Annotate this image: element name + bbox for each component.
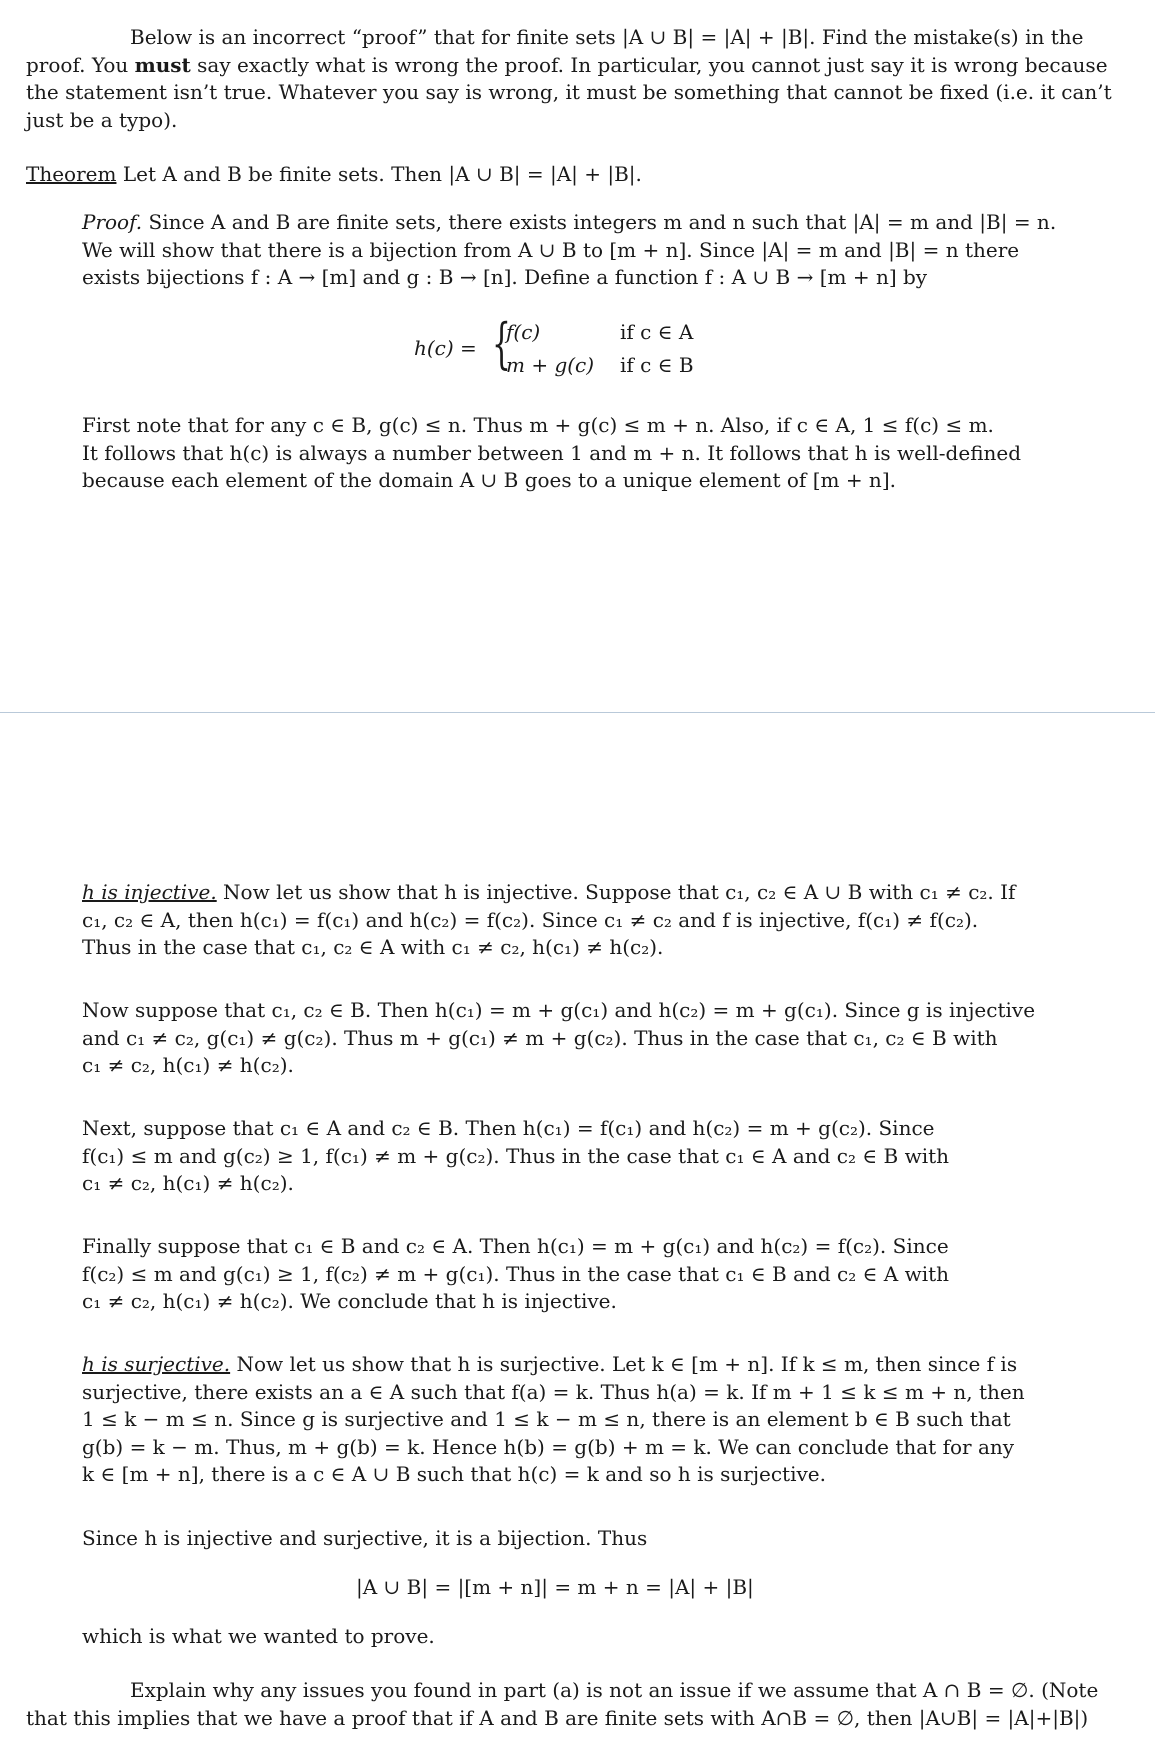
- injective-paragraph-3: Next, suppose that c₁ ∈ A and c₂ ∈ B. Then h(c₁) = f(c₁) and h(c₂) = m + g(c₂). Since f(c₁) ≤ m and g(c₂) ≥ 1, f(c₁) ≠ m + g(c₂). Thus in the case that c₁ ∈ A and c₂ ∈ B with c₁ ≠ c₂, h(c₁) ≠ h(c₂).: [82, 1116, 950, 1195]
- case1-condition: if c ∈ A: [620, 320, 694, 344]
- case2-value: m + g(c): [506, 353, 595, 377]
- piecewise-lhs: h(c) =: [414, 336, 477, 360]
- injective-heading: h is injective.: [82, 880, 217, 904]
- case2-condition: if c ∈ B: [620, 353, 694, 377]
- case1-value: f(c): [506, 320, 541, 344]
- theorem-text: Let A and B be finite sets. Then |A ∪ B| = |A| + |B|.: [116, 162, 642, 186]
- theorem-label: Theorem: [26, 162, 117, 186]
- intro-line: the statement isn’t true. Whatever you say is wrong, it must be something that cannot be fixed (i.e. it can’t: [26, 80, 1112, 104]
- proof-intro: Proof. Since A and B are finite sets, there exists integers m and n such that |A| = m and |B| = n. We will show that there is a bijection from A ∪ B to [m + n]. Since |A| = m and |B| = n there exists bijections f : A → [m] and g : B → [n]. Define a function f : A ∪ B → [m + n] by: [82, 209, 1056, 292]
- surjective-paragraph: h is surjective. Now let us show that h is surjective. Let k ∈ [m + n]. If k ≤ m, then since f is surjective, there exists an a ∈ A such that f(a) = k. Thus h(a) = k. If m + 1 ≤ k ≤ m + n, then 1 ≤ k − m ≤ n. Since g is surjective and 1 ≤ k − m ≤ n, there is an element b ∈ B such that g(b) = k − m. Thus, m + g(b) = k. Hence h(b) = g(b) + m = k. We can conclude that for any k ∈ [m + n], there is a c ∈ A ∪ B such that h(c) = k and so h is surjective.: [82, 1352, 1025, 1486]
- well-defined-paragraph: First note that for any c ∈ B, g(c) ≤ n. Thus m + g(c) ≤ m + n. Also, if c ∈ A, 1 ≤ f(c) ≤ m. It follows that h(c) is always a number between 1 and m + n. It follows that h is well-defined because each element of the domain A ∪ B goes to a unique element of [m + n].: [82, 413, 1022, 492]
- intro-line: Below is an incorrect “proof” that for finite sets |A ∪ B| = |A| + |B|. Find the mistake(s) in the: [130, 25, 1084, 49]
- proof-line: exists bijections f : A → [m] and g : B → [n]. Define a function f : A ∪ B → [m + n] by: [82, 265, 928, 289]
- conclusion-line: Since h is injective and surjective, it is a bijection. Thus: [82, 1526, 648, 1550]
- injective-paragraph-1: h is injective. Now let us show that h is injective. Suppose that c₁, c₂ ∈ A ∪ B with c₁ ≠ c₂. If c₁, c₂ ∈ A, then h(c₁) = f(c₁) and h(c₂) = f(c₂). Since c₁ ≠ c₂ and f is injective, f(c₁) ≠ f(c₂). Thus in the case that c₁, c₂ ∈ A with c₁ ≠ c₂, h(c₁) ≠ h(c₂).: [82, 880, 1016, 959]
- theorem-statement: [26, 161, 642, 189]
- proof-label: Proof.: [82, 210, 143, 234]
- surjective-heading: h is surjective.: [82, 1352, 231, 1376]
- injective-paragraph-4: Finally suppose that c₁ ∈ B and c₂ ∈ A. Then h(c₁) = m + g(c₁) and h(c₂) = f(c₂). Since f(c₂) ≤ m and g(c₁) ≥ 1, f(c₂) ≠ m + g(c₁). Thus in the case that c₁ ∈ B and c₂ ∈ A with c₁ ≠ c₂, h(c₁) ≠ h(c₂). We conclude that h is injective.: [82, 1234, 950, 1313]
- piecewise-brace: {: [492, 312, 511, 375]
- part-b-paragraph: Explain why any issues you found in part (a) is not an issue if we assume that A ∩ B = ∅. (Note that this implies that we have a proof that if A and B are finite sets with A∩B = ∅, then |A∪B| = |A|+|B|): [26, 1678, 1099, 1730]
- conclusion-after: which is what we wanted to prove.: [82, 1624, 435, 1648]
- intro-line: just be a typo).: [26, 107, 178, 132]
- injective-paragraph-2: Now suppose that c₁, c₂ ∈ B. Then h(c₁) = m + g(c₁) and h(c₂) = m + g(c₁). Since g is injective and c₁ ≠ c₂, g(c₁) ≠ g(c₂). Thus m + g(c₁) ≠ m + g(c₂). Thus in the case that c₁, c₂ ∈ B with c₁ ≠ c₂, h(c₁) ≠ h(c₂).: [82, 998, 1036, 1077]
- conclusion-equation: |A ∪ B| = |[m + n]| = m + n = |A| + |B|: [356, 1575, 754, 1599]
- intro-line-emphasis: proof. You must say exactly what is wrong the proof. In particular, you cannot just say it is wrong because: [26, 52, 1108, 77]
- page-separator: [0, 712, 1155, 713]
- intro-paragraph: [26, 24, 1112, 134]
- emphasis-must: must: [134, 52, 191, 77]
- proof-line: We will show that there is a bijection from A ∪ B to [m + n]. Since |A| = m and |B| = n there: [82, 237, 1020, 262]
